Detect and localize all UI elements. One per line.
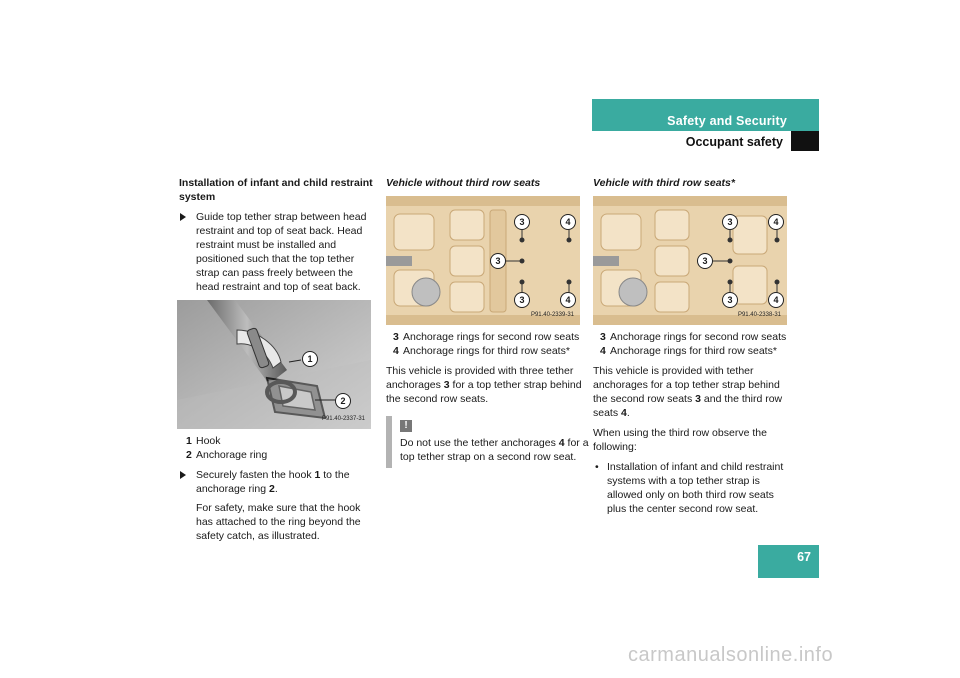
with-third-row-heading: Vehicle with third row seats* [593, 177, 735, 189]
figure-code: P91.40-2337-31 [321, 416, 365, 422]
callout-ring-4: 4 [560, 292, 576, 308]
figure-with-third-row [593, 196, 787, 325]
figure-legend [593, 330, 793, 358]
step-arrow-icon [180, 471, 186, 479]
legend-item: 2 Anchorage ring [186, 449, 268, 461]
section-title: Safety and Security [667, 114, 787, 128]
legend-item: 4 Anchorage rings for third row seats* [600, 345, 777, 357]
figure-without-third-row [386, 196, 580, 325]
hook-ring-illustration [177, 300, 371, 429]
callout-ring-3: 3 [722, 214, 738, 230]
page-number-box [758, 545, 819, 578]
callout-ring-3: 3 [490, 253, 506, 269]
step-arrow-icon [180, 213, 186, 221]
callout-ring-3: 3 [514, 214, 530, 230]
step-text: Guide top tether strap between head restraint and top of seat back. Head restraint must be installed and positioned such that the top tether strap can pass freely between the head restraint and top of seat back. [196, 211, 367, 293]
bullet-icon: • [595, 461, 599, 473]
figure-code: P91.40-2338-31 [737, 312, 781, 318]
callout-ring-3: 3 [722, 292, 738, 308]
header-marker [791, 131, 819, 151]
callout-ring-4: 4 [768, 292, 784, 308]
legend-item: 4 Anchorage rings for third row seats* [393, 345, 570, 357]
callout-hook: 1 [302, 351, 318, 367]
subsection-title: Occupant safety [685, 135, 783, 149]
safety-note: For safety, make sure that the hook has attached to the ring beyond the safety catch, as illustrated. [196, 502, 361, 542]
seat-layout-illustration [593, 196, 787, 325]
figure-legend [179, 434, 375, 462]
step-fasten-hook: Securely fasten the hook 1 to the anchorage ring 2. [179, 468, 375, 496]
seat-layout-illustration [386, 196, 580, 325]
legend-item: 3 Anchorage rings for second row seats [393, 331, 580, 343]
callout-ring-4: 4 [560, 214, 576, 230]
third-row-intro: When using the third row observe the following: [593, 427, 767, 453]
subsection-header [592, 131, 819, 151]
callout-ring-4: 4 [768, 214, 784, 230]
installation-heading: Installation of infant and child restraint system [179, 177, 373, 203]
step-guide-strap [179, 210, 375, 294]
callout-ring-3: 3 [697, 253, 713, 269]
figure-legend [386, 330, 582, 358]
tether-info: This vehicle is provided with tether anchorages for a top tether strap behind the second row seats 3 and the third row seats 4. [593, 365, 783, 419]
column-2 [386, 176, 589, 468]
legend-item: 3 Anchorage rings for second row seats [600, 331, 787, 343]
list-item: • Installation of infant and child restraint systems with a top tether strap is allowed only on both third row seats plus the center second row seat. [595, 461, 784, 515]
callout-anchorage-ring: 2 [335, 393, 351, 409]
figure-code: P91.40-2339-31 [530, 312, 574, 318]
without-third-row-heading: Vehicle without third row seats [386, 177, 541, 189]
section-header [592, 99, 819, 131]
watermark: carmanualsonline.info [628, 644, 834, 666]
warning-icon: ! [400, 420, 412, 432]
legend-item: 1 Hook [186, 435, 221, 447]
warning-box [386, 416, 590, 468]
figure-hook-ring [177, 300, 371, 429]
tether-info: This vehicle is provided with three tether anchorages 3 for a top tether strap behind the second row seats. [386, 365, 582, 405]
column-1 [179, 176, 375, 543]
column-3 [593, 176, 793, 516]
warning-text: Do not use the tether anchorages 4 for a top tether strap on a second row seat. [400, 437, 589, 463]
callout-ring-3: 3 [514, 292, 530, 308]
page-number: 67 [797, 550, 811, 564]
